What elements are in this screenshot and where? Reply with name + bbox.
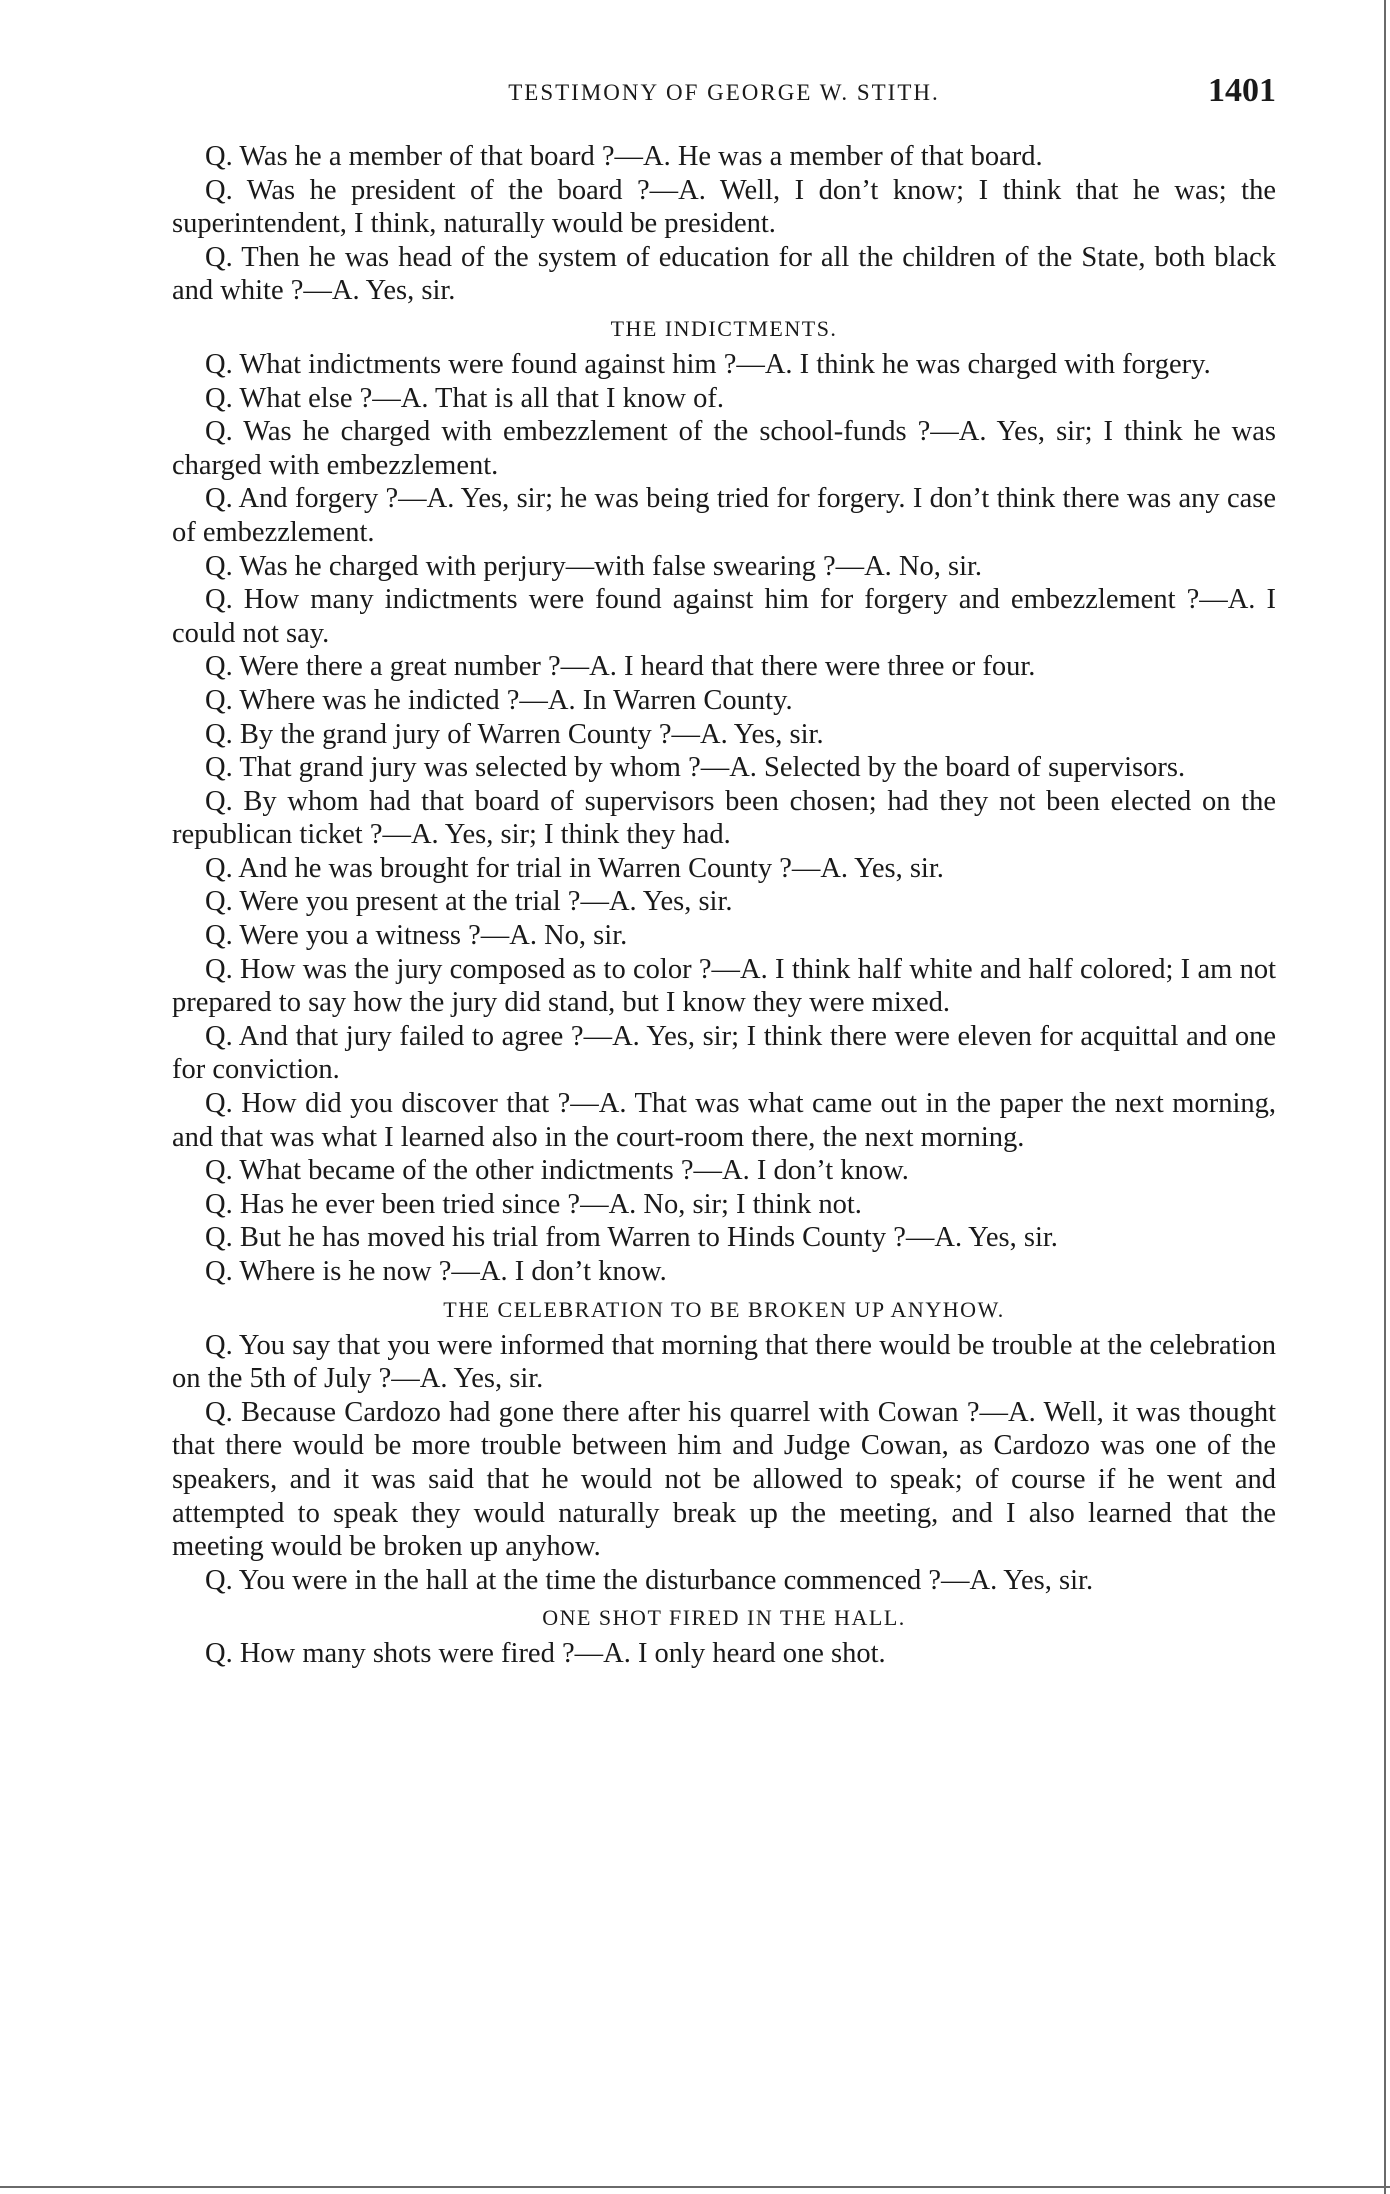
testimony-paragraph: Q. Were you a witness ?—A. No, sir. (205, 920, 628, 952)
testimony-paragraph: Q. Has he ever been tried since ?—A. No, sir; I think not. (205, 1188, 862, 1220)
testimony-paragraph: Q. What became of the other indictments ?—A. I don’t know. (205, 1155, 909, 1187)
testimony-paragraph: Q. What indictments were found against him ?—A. I think he was charged with forgery. (205, 348, 1211, 380)
scan-border-bottom (0, 2186, 1390, 2188)
testimony-paragraph: Q. How many indictments were found against him for forgery and embezzlement ?—A. I could not say. (172, 584, 1276, 649)
testimony-paragraph: Q. You say that you were informed that morning that there would be trouble at the celebration on the 5th of July ?—A. Yes, sir. (172, 1329, 1276, 1395)
testimony-paragraph: Q. Where is he now ?—A. I don’t know. (205, 1256, 667, 1287)
testimony-paragraph: Q. By whom had that board of supervisors been chosen; had they not been elected on the republican ticket ?—A. Yes, sir; I think they had. (172, 785, 1276, 851)
testimony-paragraph: Q. Then he was head of the system of education for all the children of the State, both black and white ?—A. Yes, sir. (172, 241, 1276, 307)
page-header (172, 72, 1276, 118)
scan-border-right (1384, 0, 1386, 2194)
testimony-paragraph: Q. Was he president of the board ?—A. Well, I don’t know; I think that he was; the superintendent, I think, naturally would be president. (172, 174, 1276, 240)
testimony-paragraph: Q. Was he charged with perjury—with false swearing ?—A. No, sir. (205, 550, 983, 582)
testimony-paragraph: Q. Where was he indicted ?—A. In Warren County. (205, 684, 793, 716)
testimony-paragraph: Q. You were in the hall at the time the disturbance commenced ?—A. Yes, sir. (205, 1564, 1094, 1596)
testimony-paragraph: Q. How was the jury composed as to color ?—A. I think half white and half colored; I am not prepared to say how the jury did stand, but I know they were mixed. (172, 953, 1276, 1019)
testimony-paragraph: Q. What else ?—A. That is all that I know of. (205, 382, 724, 414)
testimony-paragraph: Q. But he has moved his trial from Warren to Hinds County ?—A. Yes, sir. (205, 1222, 1058, 1254)
section-heading: ONE SHOT FIRED IN THE HALL. (542, 1605, 906, 1631)
section-heading: THE INDICTMENTS. (610, 315, 838, 341)
testimony-paragraph: Q. How did you discover that ?—A. That was what came out in the paper the next morning, and that was what I learned also in the court-room there, the next morning. (172, 1088, 1276, 1153)
running-head: TESTIMONY OF GEORGE W. STITH. (508, 80, 940, 105)
testimony-paragraph: Q. And forgery ?—A. Yes, sir; he was being tried for forgery. I don’t think there was any case of embezzlement. (172, 483, 1276, 548)
testimony-paragraph: Q. Because Cardozo had gone there after his quarrel with Cowan ?—A. Well, it was thought that there would be more trouble between him and Judge Cowan, as Cardozo was one of the speakers, and it was said that he would not be allowed to speak; of course if he went and attempted to speak they would naturally break up the meeting, and I also learned that the meeting would be broken up anyhow. (172, 1396, 1276, 1563)
testimony-paragraph: Q. Were there a great number ?—A. I heard that there were three or four. (205, 651, 1036, 683)
testimony-paragraph: Q. How many shots were fired ?—A. I only heard one shot. (205, 1638, 886, 1670)
testimony-paragraph: Q. Was he a member of that board ?—A. He was a member of that board. (205, 141, 1043, 172)
testimony-paragraph: Q. Was he charged with embezzlement of the school-funds ?—A. Yes, sir; I think he was charged with embezzlement. (172, 416, 1276, 481)
section-heading: THE CELEBRATION TO BE BROKEN UP ANYHOW. (443, 1296, 1005, 1322)
testimony-paragraph: Q. And that jury failed to agree ?—A. Yes, sir; I think there were eleven for acquittal and one for conviction. (172, 1020, 1276, 1086)
page-number: 1401 (1208, 72, 1276, 109)
testimony-paragraph: Q. By the grand jury of Warren County ?—A. Yes, sir. (205, 718, 824, 750)
testimony-paragraph: Q. That grand jury was selected by whom ?—A. Selected by the board of supervisors. (205, 752, 1186, 784)
testimony-paragraph: Q. Were you present at the trial ?—A. Yes, sir. (205, 886, 733, 918)
testimony-paragraph: Q. And he was brought for trial in Warren County ?—A. Yes, sir. (205, 852, 944, 884)
testimony-body (172, 140, 1276, 1671)
